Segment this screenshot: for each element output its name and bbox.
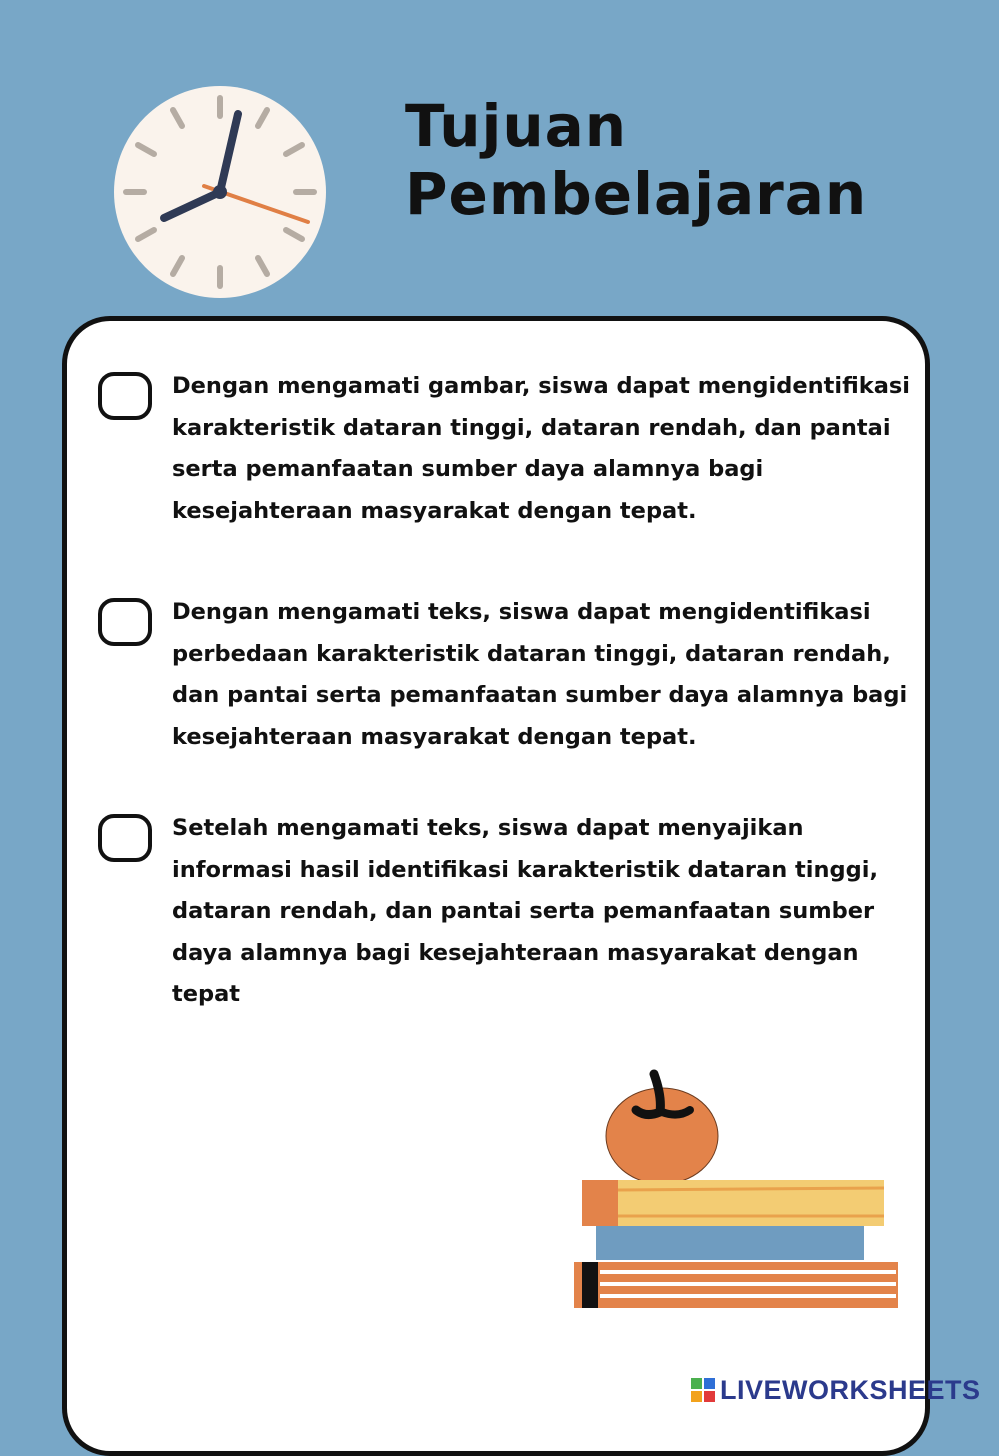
objective-checkbox-3[interactable] bbox=[98, 814, 152, 862]
objective-text-3: Setelah mengamati teks, siswa dapat menyajikan informasi hasil identifikasi karakteristik dataran tinggi, dataran rendah, dan pantai serta pemanfaatan sumber daya alamnya bagi kesejahteraan masyarakat dengan tepat bbox=[172, 815, 879, 1007]
title-line-1: Tujuan bbox=[405, 92, 628, 160]
objective-text-1: Dengan mengamati gambar, siswa dapat mengidentifikasi karakteristik dataran tinggi, dataran rendah, dan pantai serta pemanfaatan sumber daya alamnya bagi kesejahteraan masyarakat dengan tepat. bbox=[172, 373, 911, 524]
watermark-text: LIVEWORKSHEETS bbox=[720, 1374, 981, 1405]
objective-text-2: Dengan mengamati teks, siswa dapat mengidentifikasi perbedaan karakteristik dataran tinggi, dataran rendah, dan pantai serta pemanfaatan sumber daya alamnya bagi kesejahteraan masyarakat dengan tepat. bbox=[172, 599, 908, 750]
objective-checkbox-1[interactable] bbox=[98, 372, 152, 420]
watermark bbox=[690, 1372, 981, 1408]
page-title bbox=[405, 92, 867, 228]
clock-icon bbox=[112, 84, 328, 300]
objective-checkbox-2[interactable] bbox=[98, 598, 152, 646]
liveworksheets-logo-icon bbox=[690, 1377, 716, 1403]
apple-on-books-icon bbox=[566, 1066, 906, 1316]
title-line-2: Pembelajaran bbox=[405, 160, 868, 228]
